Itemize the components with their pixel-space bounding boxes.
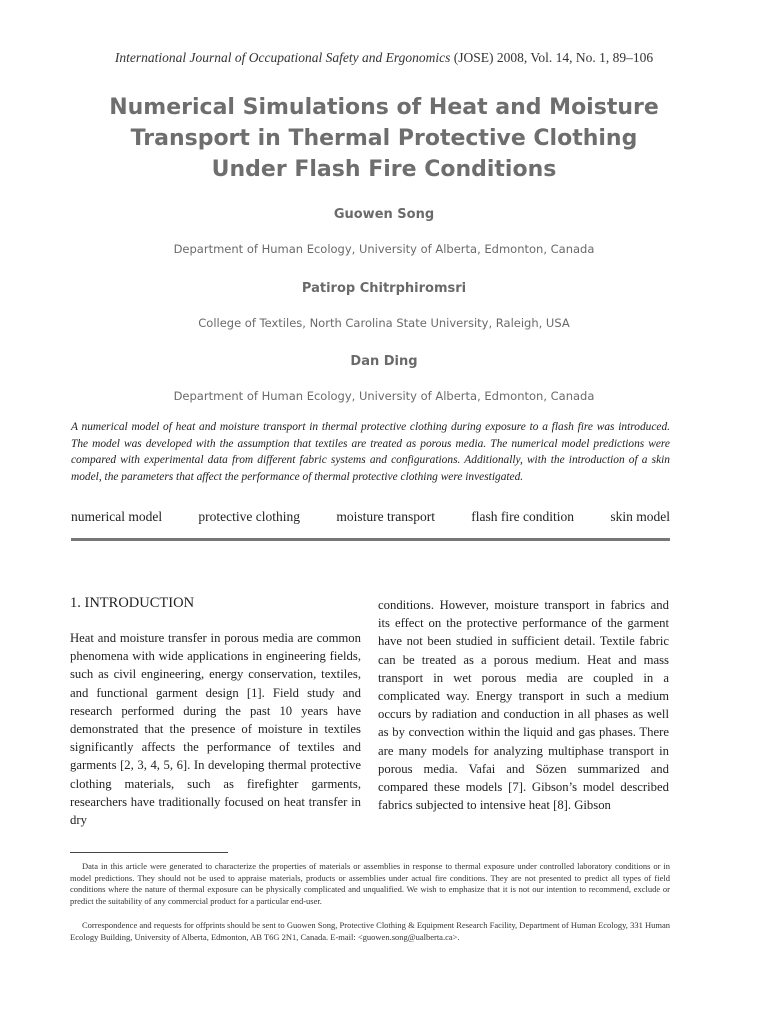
title-line-1: Numerical Simulations of Heat and Moisture <box>109 95 659 120</box>
footnote-correspondence: Correspondence and requests for offprints should be sent to Guowen Song, Protective Clothing & Equipment Research Facility, Department of Human Ecology, 331 Human Ecology Building, University of Alberta, Edmonton, AB T6G 2N1, Canada. E-mail: <guowen.song@ualberta.ca>. <box>70 920 670 942</box>
journal-volume: 2008, Vol. 14, No. 1, 89–106 <box>496 50 654 65</box>
body-column-right <box>378 596 669 814</box>
footnote-disclaimer: Data in this article were generated to characterize the properties of materials or assemblies in response to thermal exposure under controlled laboratory conditions or in model predictions. They should not be used to appraise materials, products or assemblies under actual fire conditions. They are not presented to predict all types of field conditions where the nature of thermal exposure can be physically complicated and unqualified. We wish to emphasize that it is not our intention to recommend, exclude or predict the suitability of any commercial product for a particular end-user. <box>70 861 670 907</box>
author-affiliation: College of Textiles, North Carolina State University, Raleigh, USA <box>198 316 570 330</box>
footnote-divider <box>70 852 228 853</box>
author-affiliation: Department of Human Ecology, University of Alberta, Edmonton, Canada <box>173 389 595 403</box>
keywords <box>71 509 670 525</box>
title-line-3: Under Flash Fire Conditions <box>211 157 557 182</box>
keyword: protective clothing <box>198 509 301 524</box>
keyword: flash fire condition <box>471 509 575 524</box>
keyword: moisture transport <box>336 509 435 524</box>
journal-name: International Journal of Occupational Safety and Ergonomics <box>114 50 451 65</box>
author-affiliation: Department of Human Ecology, University of Alberta, Edmonton, Canada <box>173 242 595 256</box>
section-heading-introduction: 1. INTRODUCTION <box>70 595 195 611</box>
journal-citation-header <box>0 50 768 66</box>
author-name: Dan Ding <box>350 354 418 369</box>
paper-title <box>40 92 728 185</box>
body-column-left <box>70 629 361 829</box>
body-paragraph: conditions. However, moisture transport in fabrics and its effect on the protective performance of the garment have not been studied in sufficient detail. Textile fabric can be treated as a porous medium. Heat and mass transport in wet porous media are coupled in a complicated way. Energy transport in such a medium occurs by radiation and conduction in all phases as well as by convection within the liquid and gas phases. There are many models for analyzing multiphase transport in porous media. Vafai and Sözen summarized and compared these models [7]. Gibson’s model described fabrics subjected to intensive heat [8]. Gibson <box>378 598 669 813</box>
keyword: skin model <box>610 509 670 524</box>
author-name: Patirop Chitrphiromsri <box>301 281 467 296</box>
body-paragraph: Heat and moisture transfer in porous media are common phenomena with wide applications in engineering fields, such as civil engineering, energy conservation, textiles, and functional garment design [1]. Field study and research performed during the past 10 years have demonstrated that the presence of moisture in textiles significantly affects the performance of textiles and garments [2, 3, 4, 5, 6]. In developing thermal protective clothing materials, such as firefighter garments, researchers have traditionally focused on heat transfer in dry <box>70 631 361 828</box>
keyword: numerical model <box>71 509 163 524</box>
title-line-2: Transport in Thermal Protective Clothing <box>130 126 638 151</box>
section-divider <box>71 538 670 541</box>
author-name: Guowen Song <box>333 207 435 222</box>
journal-abbrev: (JOSE) <box>453 50 494 65</box>
abstract: A numerical model of heat and moisture transport in thermal protective clothing during exposure to a flash fire was introduced. The model was developed with the assumption that textiles are treated as porous media. The numerical model predictions were compared with experimental data from different fabric systems and configurations. Additionally, with the introduction of a skin model, the parameters that affect the performance of thermal protective clothing were investigated. <box>71 421 670 483</box>
